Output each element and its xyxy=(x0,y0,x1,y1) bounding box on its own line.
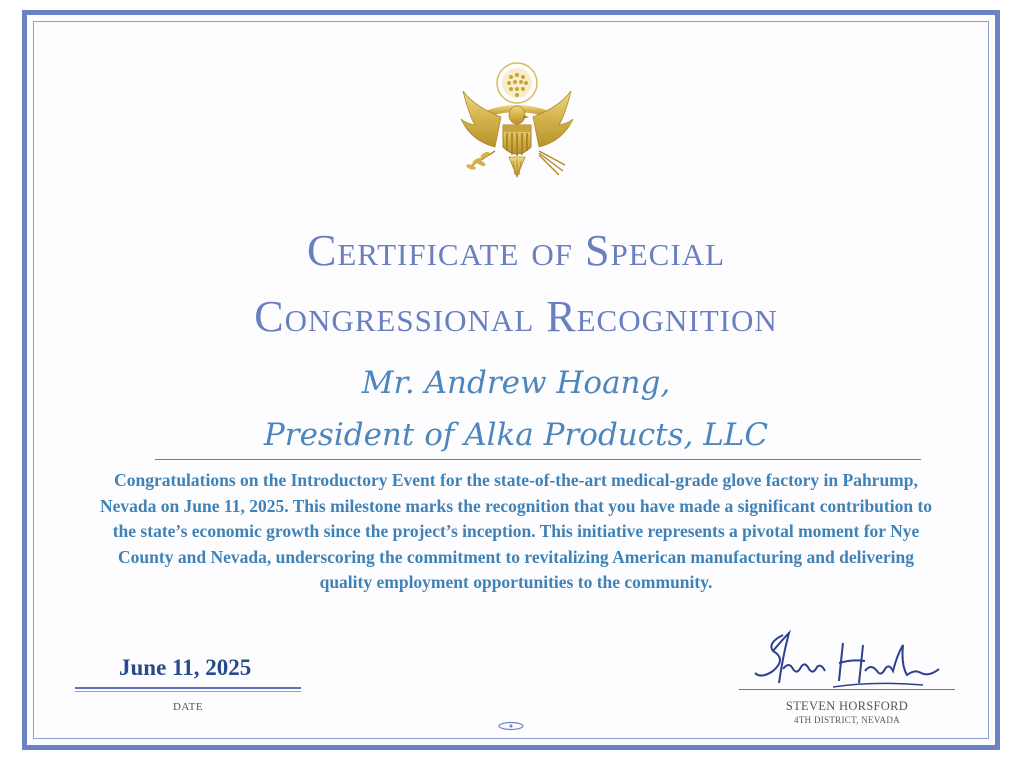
date-value: June 11, 2025 xyxy=(119,655,252,680)
recognition-text: Congratulations on the Introductory Event for the state-of-the-art medical-grade glove factory in Pahrump, Nevada on June 11, 2025. This milestone marks the recognition that you have made a significant contribution to the state’s economic growth since the project’s inception. This initiative represents a pivotal moment for Nye County and Nevada, underscoring the commitment to revitalizing American manufacturing and delivering quality employment opportunities to the community. xyxy=(99,470,933,592)
certificate-title-line-1: Certificate of Special xyxy=(306,226,726,275)
recipient-position: President of Alka Products, LLC xyxy=(263,417,769,453)
certificate-title-line-2: Congressional Recognition xyxy=(254,292,778,341)
handwritten-signature-icon xyxy=(743,625,943,695)
certificate xyxy=(22,10,1000,750)
date-line xyxy=(75,687,301,689)
signer-district: 4TH DISTRICT, NEVADA xyxy=(794,715,900,725)
signer-name: STEVEN HORSFORD xyxy=(785,699,909,713)
divider xyxy=(155,459,921,460)
recipient-name: Mr. Andrew Hoang, xyxy=(361,365,671,401)
signature-line xyxy=(739,689,955,690)
date-label: DATE xyxy=(172,701,204,713)
date-line-secondary xyxy=(75,691,301,692)
ornament-icon xyxy=(497,721,525,731)
great-seal-eagle-icon xyxy=(455,55,579,191)
